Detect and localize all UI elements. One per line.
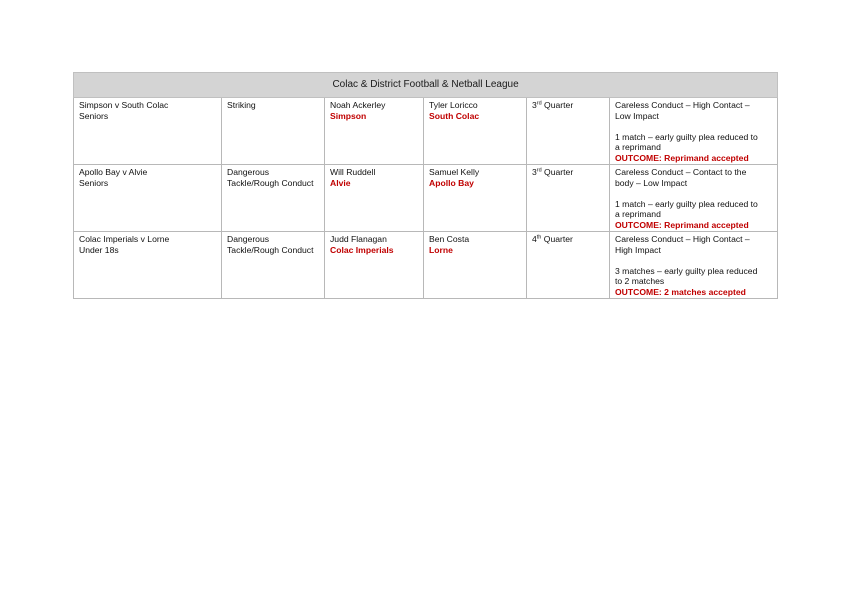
charge-line: Careless Conduct – High Contact – [615,100,750,110]
player-club: Simpson [330,110,367,121]
penalty-line: 1 match – early guilty plea reduced to [615,198,758,209]
table-header-row [74,73,778,98]
tribunal-table [73,72,778,299]
player-name: Judd Flanagan [330,234,387,244]
victim-cell [424,98,527,165]
match-grade: Under 18s [79,244,119,255]
victim-name: Samuel Kelly [429,167,480,177]
offence-cell [222,232,325,299]
quarter-number: 4 [532,234,537,244]
victim-name: Tyler Loricco [429,100,478,110]
victim-club: Apollo Bay [429,177,474,188]
penalty-line: to 2 matches [615,276,665,287]
charge-line: Low Impact [615,110,659,121]
table-row [74,98,778,165]
charge-line: Careless Conduct – High Contact – [615,234,750,244]
penalty-line: a reprimand [615,142,661,153]
charge-line: body – Low Impact [615,177,688,188]
quarter-word: Quarter [541,167,574,177]
match-cell [74,98,222,165]
quarter-number: 3 [532,100,537,110]
offence-text: Dangerous [227,167,270,177]
quarter-suffix: th [536,234,542,241]
quarter-suffix: rd [536,167,542,174]
victim-club: Lorne [429,244,453,255]
match-name: Simpson v South Colac [79,100,169,110]
offence-text: Tackle/Rough Conduct [227,244,314,255]
victim-cell [424,165,527,232]
quarter-number: 3 [532,167,537,177]
player-cell [325,165,424,232]
player-club: Alvie [330,177,351,188]
player-name: Noah Ackerley [330,100,386,110]
quarter-cell [527,98,610,165]
charge-line: Careless Conduct – Contact to the [615,167,747,177]
victim-club: South Colac [429,110,480,121]
victim-cell [424,232,527,299]
match-grade: Seniors [79,110,109,121]
quarter-suffix: rd [536,100,542,107]
charge-cell [610,232,778,299]
offence-text: Striking [227,100,256,110]
outcome-text: OUTCOME: Reprimand accepted [615,219,749,230]
offence-cell [222,98,325,165]
match-name: Colac Imperials v Lorne [79,234,170,244]
charge-cell [610,165,778,232]
quarter-cell [527,232,610,299]
offence-text: Tackle/Rough Conduct [227,177,314,188]
charge-cell [610,98,778,165]
player-cell [325,98,424,165]
player-club: Colac Imperials [330,244,394,255]
quarter-word: Quarter [541,100,574,110]
offence-cell [222,165,325,232]
match-cell [74,165,222,232]
outcome-text: OUTCOME: Reprimand accepted [615,152,749,163]
table-row [74,165,778,232]
table-row [74,232,778,299]
quarter-cell [527,165,610,232]
victim-name: Ben Costa [429,234,470,244]
offence-text: Dangerous [227,234,270,244]
match-grade: Seniors [79,177,109,188]
penalty-line: 1 match – early guilty plea reduced to [615,131,758,142]
quarter-word: Quarter [541,234,573,244]
league-title: Colac & District Football & Netball League [74,73,778,98]
penalty-line: 3 matches – early guilty plea reduced [615,265,758,276]
match-cell [74,232,222,299]
penalty-line: a reprimand [615,209,661,220]
player-name: Will Ruddell [330,167,376,177]
match-name: Apollo Bay v Alvie [79,167,148,177]
player-cell [325,232,424,299]
outcome-text: OUTCOME: 2 matches accepted [615,286,746,297]
charge-line: High Impact [615,244,661,255]
